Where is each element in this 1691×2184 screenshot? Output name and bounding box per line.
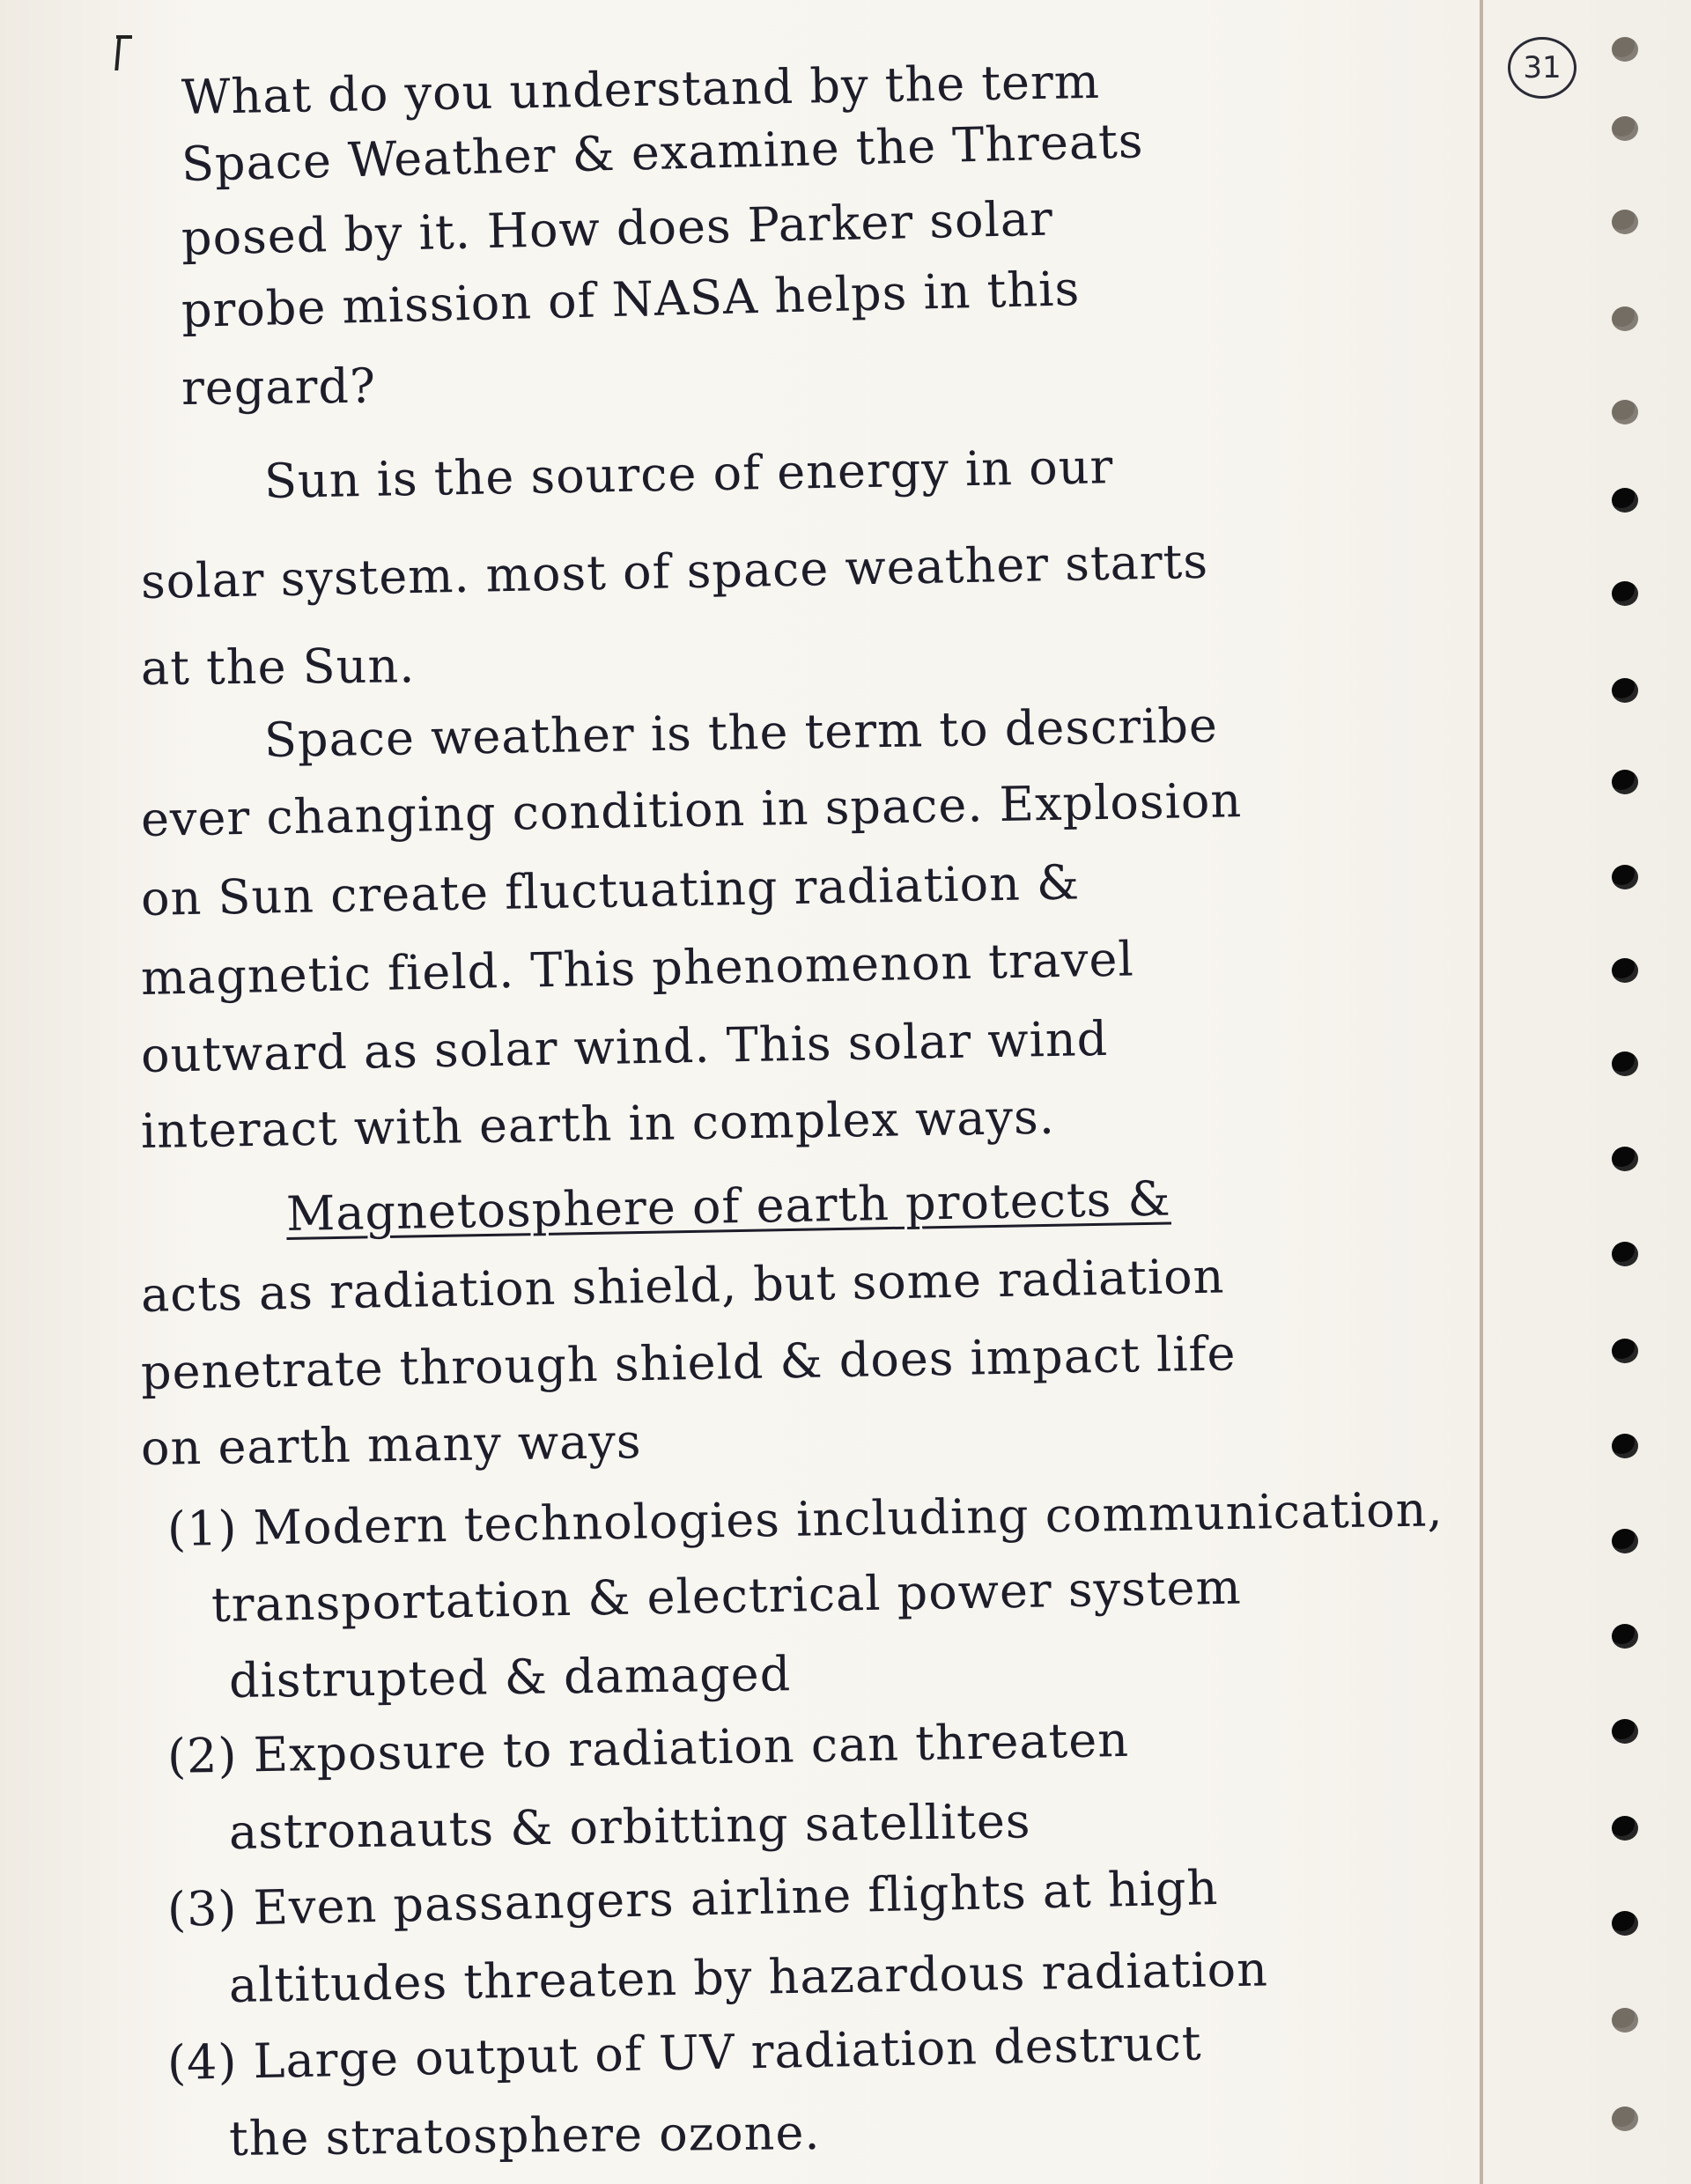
note-line: Space weather is the term to describe [263,697,1219,768]
note-line: solar system. most of space weather starts [140,533,1209,609]
note-line: interact with earth in complex ways. [140,1088,1056,1159]
note-line: (2) Exposure to radiation can threaten [166,1711,1130,1784]
binder-hole [1612,1529,1638,1553]
note-line: (3) Even passangers airline flights at high [166,1860,1219,1937]
note-line: Magnetosphere of earth protects & [285,1170,1172,1242]
binder-hole [1612,1434,1638,1458]
binder-hole [1612,488,1638,513]
note-line: ever changing condition in space. Explosion [140,772,1243,847]
note-line: the stratosphere ozone. [228,2104,821,2166]
binder-hole [1612,1816,1638,1841]
note-line: acts as radiation shield, but some radiation [140,1248,1225,1323]
note-line: Space Weather & examine the Threats [181,113,1145,192]
margin-rule [1480,0,1483,2184]
binder-hole [1612,400,1638,424]
note-line: regard? [181,358,377,416]
binder-hole [1612,306,1638,331]
note-line: posed by it. How does Parker solar [181,190,1054,266]
note-line: on Sun create fluctuating radiation & [140,854,1081,926]
note-line: on earth many ways [140,1413,642,1476]
note-line: (1) Modern technologies including communication, [166,1481,1444,1557]
binder-hole [1612,37,1638,62]
note-line: transportation & electrical power system [210,1559,1243,1633]
binder-hole [1612,210,1638,234]
note-line: altitudes threaten by hazardous radiation [228,1941,1269,2013]
note-line: penetrate through shield & does impact life [140,1325,1237,1400]
binder-hole [1612,1147,1638,1171]
binder-hole [1612,116,1638,141]
note-line: at the Sun. [140,638,416,696]
note-line: Sun is the source of energy in our [263,439,1114,509]
binder-hole [1612,958,1638,983]
note-line: probe mission of NASA helps in this [181,261,1081,338]
note-line: (4) Large output of UV radiation destruct [166,2015,1203,2091]
binder-hole [1612,1051,1638,1076]
note-line: What do you understand by the term [181,53,1101,125]
binder-hole [1612,581,1638,606]
note-line: outward as solar wind. This solar wind [140,1010,1109,1083]
binder-hole [1612,1624,1638,1649]
binder-hole [1612,1242,1638,1266]
note-line: distrupted & damaged [228,1646,792,1708]
note-line: magnetic field. This phenomenon travel [140,931,1135,1006]
binder-hole [1612,2008,1638,2033]
corner-mark-horizontal [116,35,132,39]
binder-hole [1612,1339,1638,1363]
binder-hole [1612,770,1638,794]
binder-hole [1612,865,1638,889]
page-number: 31 [1508,37,1577,99]
binder-hole [1612,1911,1638,1936]
binder-hole [1612,1719,1638,1744]
binder-hole [1612,678,1638,703]
note-line: astronauts & orbitting satellites [228,1793,1031,1860]
binder-hole [1612,2107,1638,2131]
